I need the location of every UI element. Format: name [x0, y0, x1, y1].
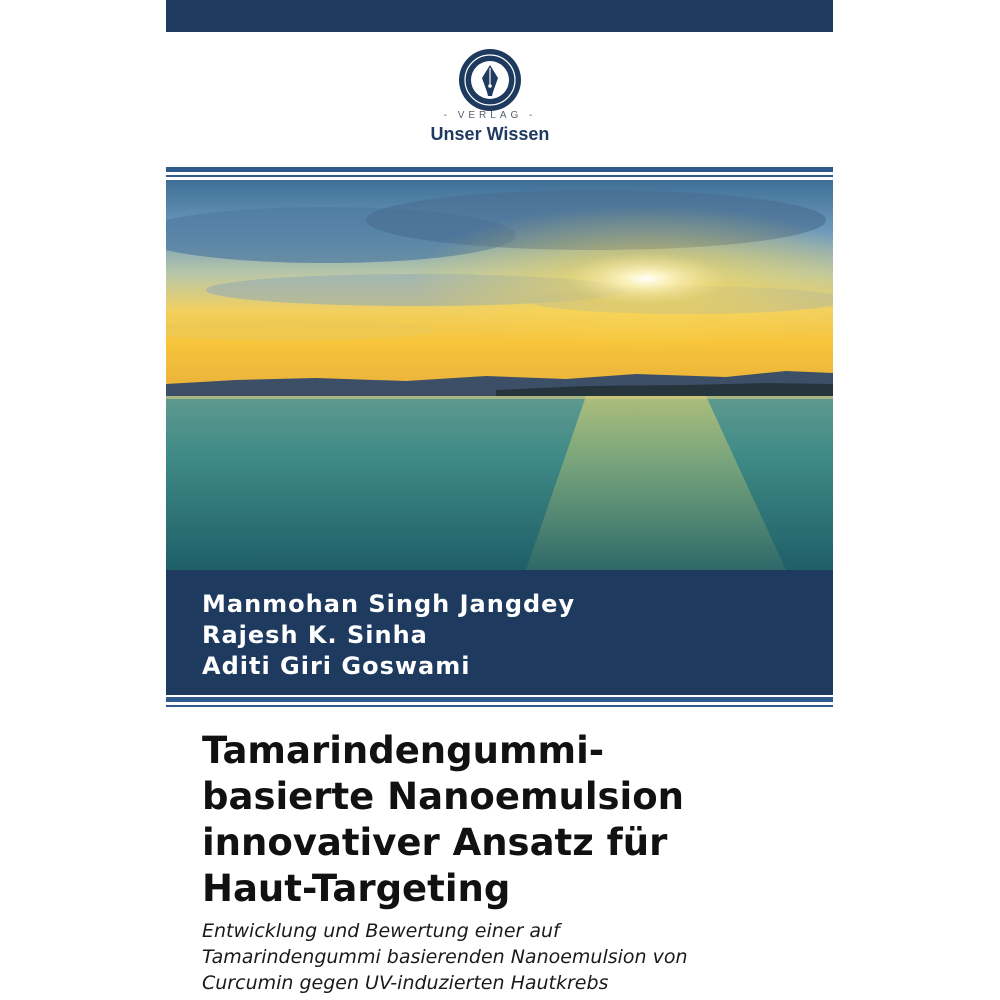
divider	[166, 697, 833, 702]
book-subtitle	[202, 918, 822, 996]
title-line: basierte Nanoemulsion	[202, 775, 684, 818]
divider	[166, 167, 833, 172]
title-line: Tamarindengummi-	[202, 729, 605, 772]
book-cover	[166, 0, 833, 1000]
book-title	[202, 728, 822, 912]
author-band	[166, 570, 833, 695]
divider	[166, 705, 833, 707]
author-name: Manmohan Singh Jangdey	[202, 590, 576, 618]
subtitle-line: Entwicklung und Bewertung einer auf	[202, 920, 560, 942]
author-name: Aditi Giri Goswami	[202, 652, 471, 680]
lake-sunset-photo	[166, 180, 833, 570]
publisher-name: Unser Wissen	[430, 124, 550, 144]
author-name: Rajesh K. Sinha	[202, 621, 428, 649]
title-line: Haut-Targeting	[202, 867, 511, 910]
imprint-label: - VERLAG -	[443, 110, 537, 121]
top-band	[166, 0, 833, 32]
divider	[166, 175, 833, 177]
title-line: innovativer Ansatz für	[202, 821, 668, 864]
subtitle-line: Curcumin gegen UV-induzierten Hautkrebs	[202, 972, 609, 994]
subtitle-line: Tamarindengummi basierenden Nanoemulsion von	[202, 946, 688, 968]
publisher-seal-icon	[458, 48, 522, 112]
